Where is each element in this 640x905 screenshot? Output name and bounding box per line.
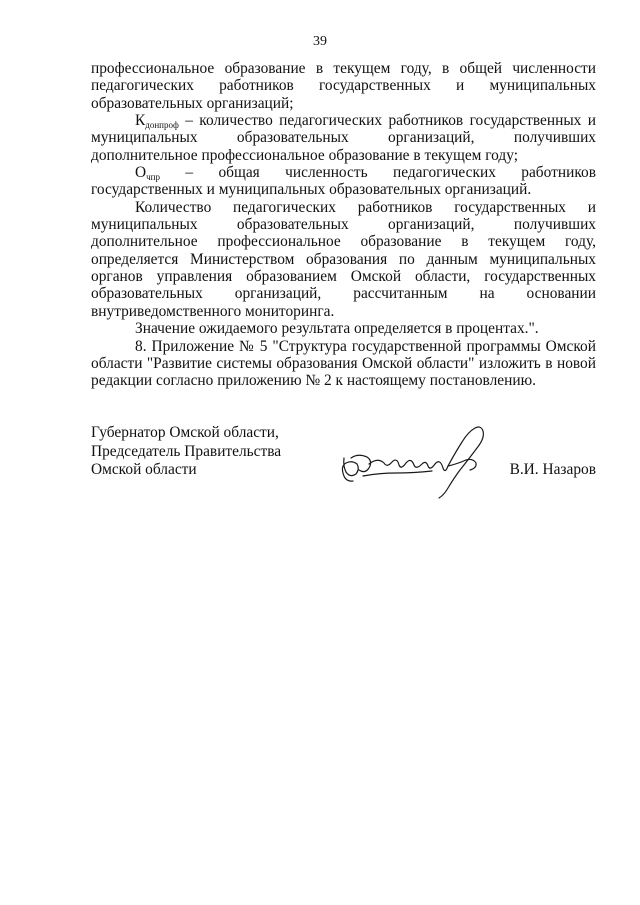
paragraph-continuation: профессиональное образование в текущем году, в общей численности педагогических работников государственных и муниципальных образовательных организаций; xyxy=(91,60,596,112)
page-number: 39 xyxy=(313,34,327,49)
formula-symbol-k: К xyxy=(135,112,146,130)
document-body xyxy=(91,60,596,390)
paragraph-methodology: Количество педагогических работников государственных и муниципальных образовательных организаций, получивших дополнительное профессиональное образование в текущем году, определяется Министерством образования по данным муниципальных органов управления образованием Омской области, государственных образовательных организаций, рассчитанным на основании внутриведомственного мониторинга. xyxy=(91,198,596,320)
definition-o-chpr xyxy=(91,164,596,199)
signer-name: В.И. Назаров xyxy=(509,461,596,478)
formula-subscript-chpr: чпр xyxy=(146,172,160,183)
formula-subscript-donprof: донпроф xyxy=(145,120,179,131)
definition-k-donprof xyxy=(91,112,596,164)
definition-text-o: – общая численность педагогических работников государственных и муниципальных образовательных организаций. xyxy=(91,164,596,199)
paragraph-result-units: Значение ожидаемого результата определяется в процентах.". xyxy=(135,320,539,338)
definition-text-k: – количество педагогических работников государственных и муниципальных образовательных организаций, получивших дополнительное профессиональное образование в текущем году; xyxy=(91,112,596,164)
formula-symbol-o: О xyxy=(135,164,147,182)
paragraph-item-8: 8. Приложение № 5 "Структура государственной программы Омской области "Развитие системы образования Омской области" изложить в новой редакции согласно приложению № 2 к настоящему постановлению. xyxy=(91,337,596,390)
signer-title: Губернатор Омской области, Председатель Правительства Омской области xyxy=(91,424,282,478)
signature-block xyxy=(91,424,596,504)
handwritten-signature xyxy=(336,418,496,508)
